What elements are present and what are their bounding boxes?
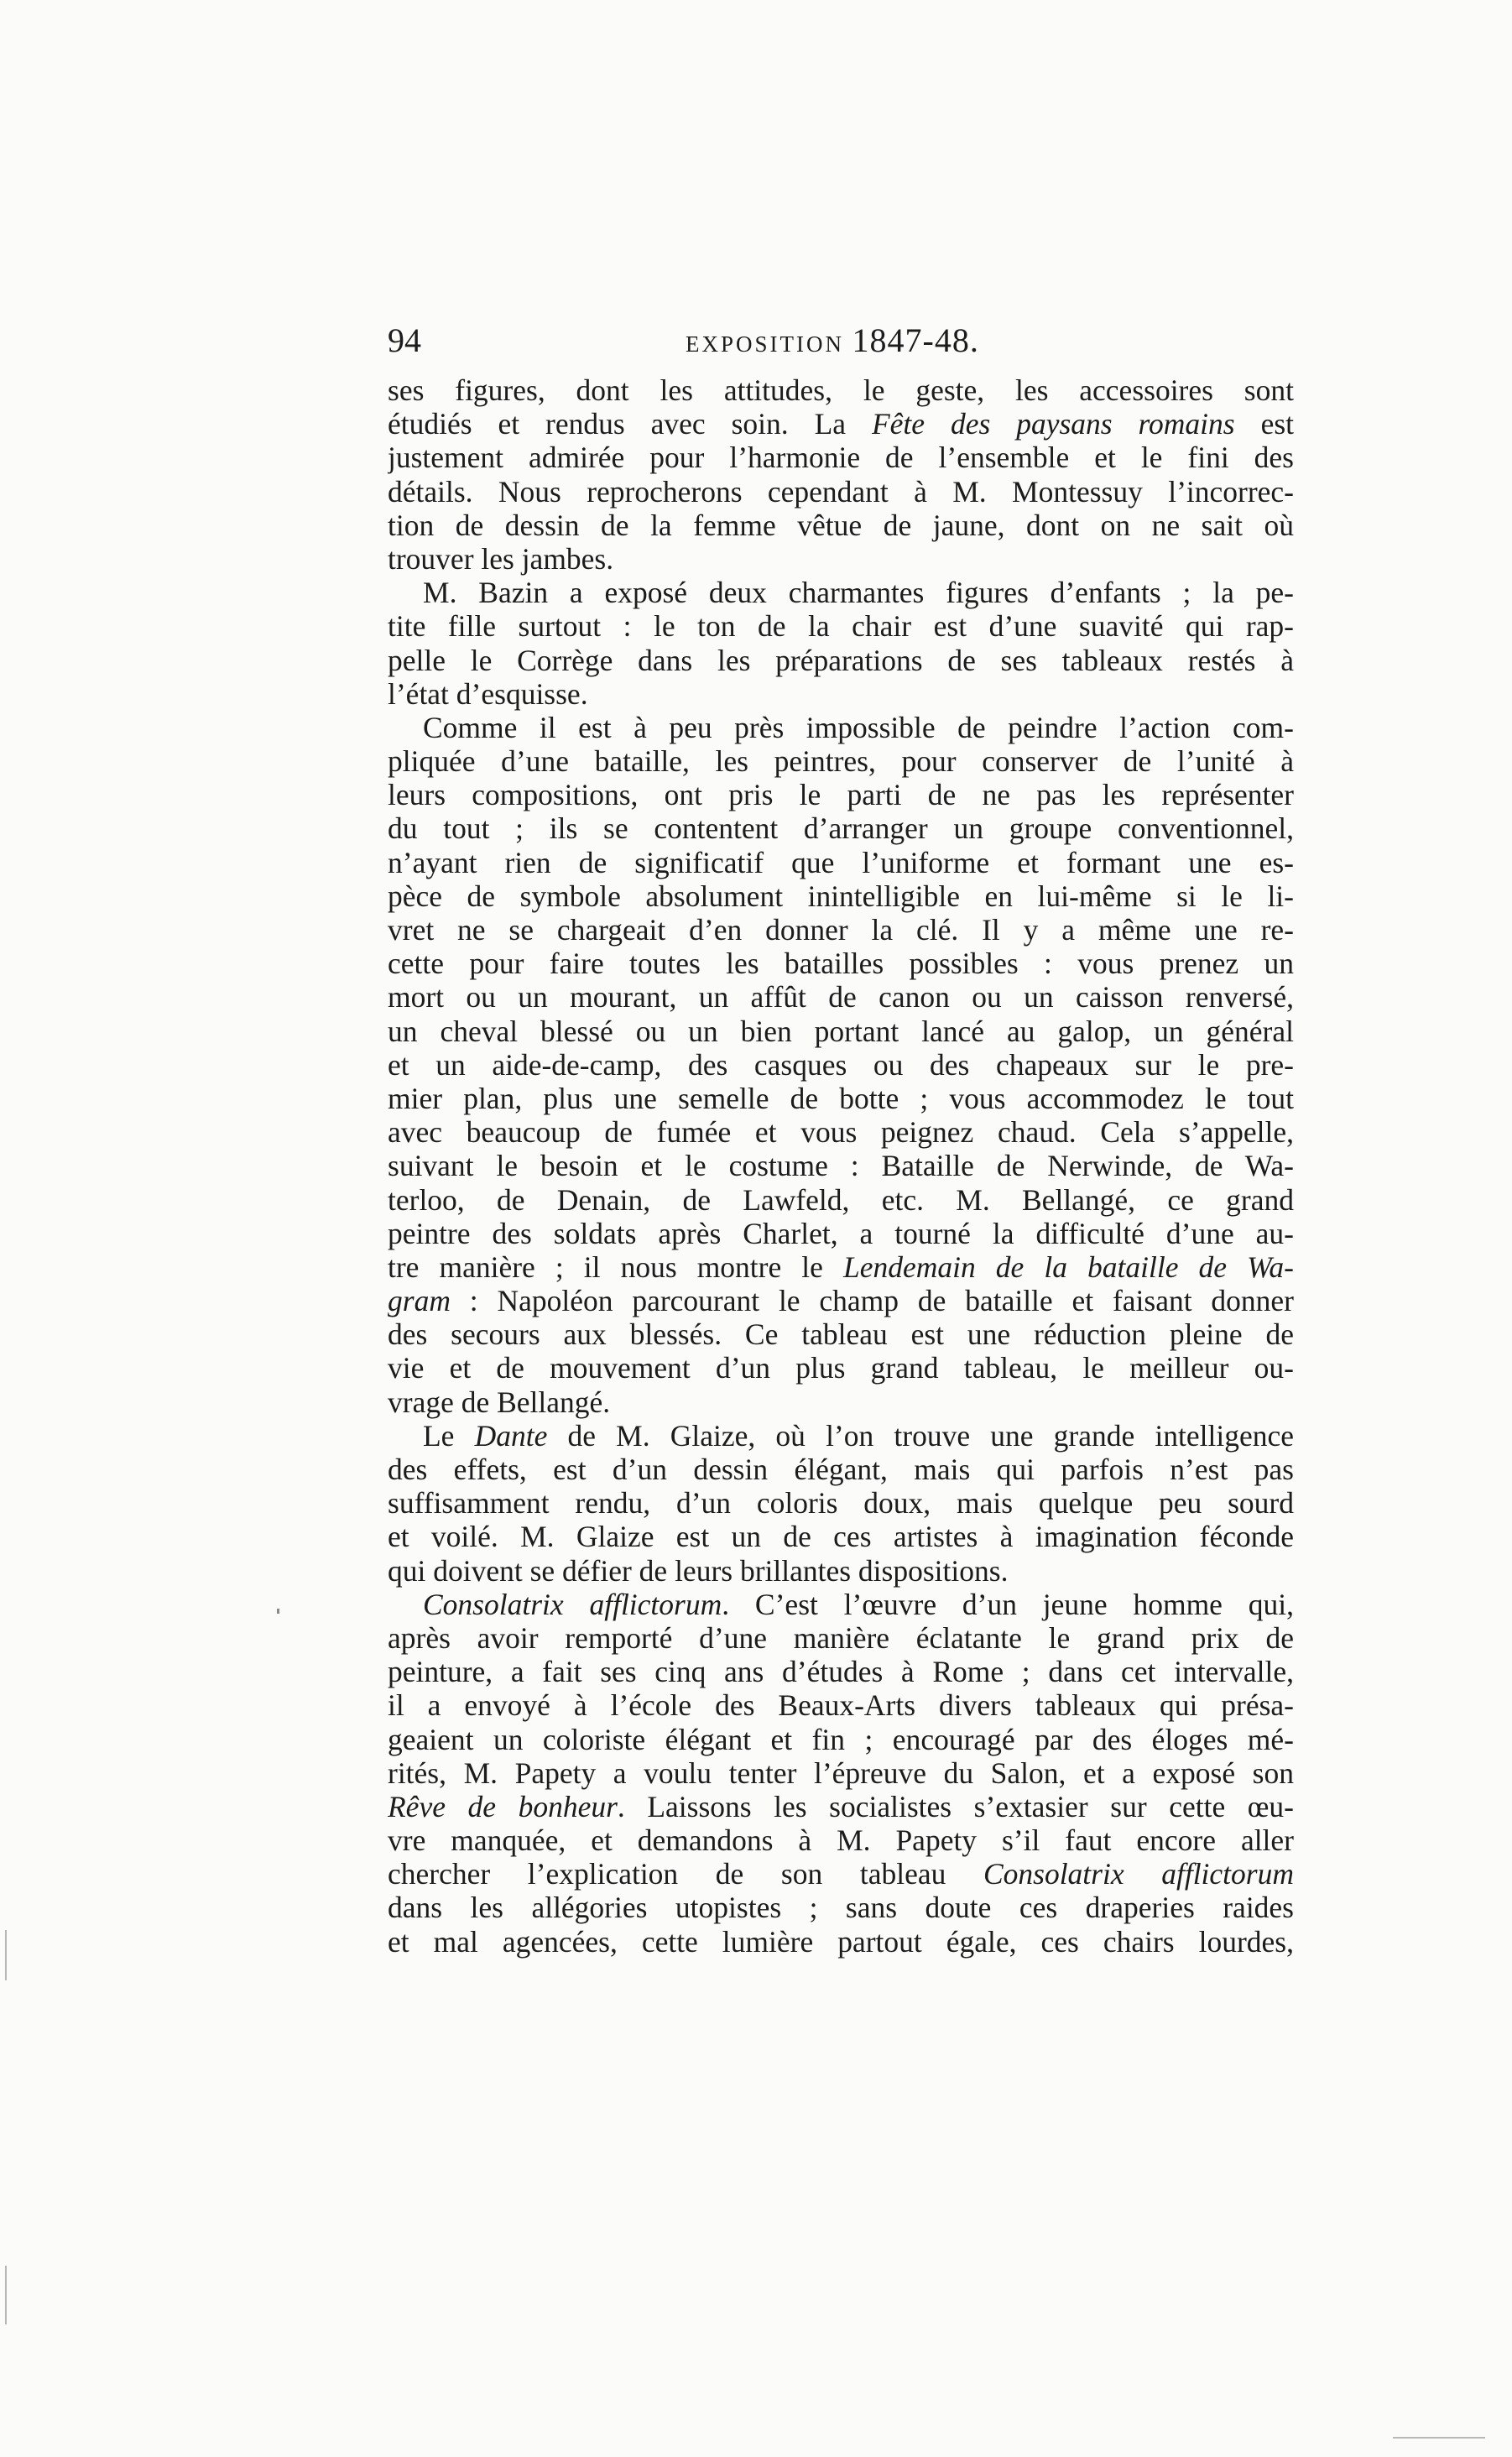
text-line: rités, M. Papety a voulu tenter l’épreuve du Salon, et a exposé son: [388, 1755, 1294, 1790]
text-line: il a envoyé à l’école des Beaux-Arts divers tableaux qui présa-: [388, 1688, 1294, 1723]
italic-title: Fête des paysans romains: [871, 407, 1235, 441]
text-line: après avoir remporté d’une manière éclatante le grand prix de: [388, 1620, 1294, 1655]
italic-title: Consolatrix afflictorum: [983, 1857, 1294, 1891]
running-head: [388, 317, 1294, 364]
text-line: tite fille surtout : le ton de la chair est d’une suavité qui rap-: [388, 609, 1294, 644]
text-segment: [388, 1284, 1294, 1317]
text-line: l’état d’esquisse.: [388, 676, 588, 711]
text-line: tion de dessin de la femme vêtue de jaune, dont on ne sait où: [388, 508, 1294, 542]
text-line: des effets, est d’un dessin élégant, mais qui parfois n’est pas: [388, 1453, 1294, 1486]
bottom-scan-rule: [1393, 2437, 1485, 2439]
italic-title: Dante: [474, 1418, 548, 1453]
text-run: . Laissons les socialistes s’extasier sur cette œu-: [617, 1789, 1294, 1823]
italic-title: Rêve de bonheur: [388, 1789, 618, 1823]
running-title-year: 1847-48.: [852, 321, 979, 359]
text-line: dans les allégories utopistes ; sans doute ces draperies raides: [388, 1891, 1294, 1925]
text-line: un cheval blessé ou un bien portant lancé au galop, un général: [388, 1014, 1294, 1048]
running-title-word: EXPOSITION: [686, 331, 844, 357]
text-line: des secours aux blessés. Ce tableau est une réduction pleine de: [388, 1317, 1294, 1352]
text-run: tre manière ; il nous montre le: [388, 1249, 843, 1284]
italic-title: Lendemain de la bataille de Wa-: [842, 1249, 1294, 1284]
text-run: étudiés et rendus avec soin. La: [388, 407, 872, 441]
text-line: pèce de symbole absolument inintelligible en lui-même si le li-: [388, 879, 1294, 913]
text-line: vre manquée, et demandons à M. Papety s’il faut encore aller: [388, 1823, 1294, 1858]
text-line: mier plan, plus une semelle de botte ; vous accommodez le tout: [388, 1081, 1294, 1115]
italic-title: gram: [388, 1284, 451, 1318]
text-line: leurs compositions, ont pris le parti de ne pas les représenter: [388, 778, 1294, 812]
margin-dot: [277, 1609, 279, 1614]
text-line: trouver les jambes.: [388, 541, 614, 576]
text-run: chercher l’explication de son tableau: [388, 1857, 983, 1891]
text-line: [388, 1790, 1294, 1823]
text-line: ses figures, dont les attitudes, le geste, les accessoires sont: [388, 373, 1294, 407]
text-line: [388, 1588, 1294, 1621]
text-line: suivant le besoin et le costume : Bataille de Nerwinde, de Wa-: [388, 1149, 1294, 1183]
text-line: et voilé. M. Glaize est un de ces artistes à imagination féconde: [388, 1520, 1294, 1554]
text-segment: [388, 1790, 1294, 1823]
text-run: de M. Glaize, où l’on trouve une grande intelligence: [547, 1418, 1294, 1453]
text-segment: [388, 1250, 1294, 1284]
text-line: avec beaucoup de fumée et vous peignez chaud. Cela s’appelle,: [388, 1115, 1294, 1150]
text-run: Le: [423, 1418, 475, 1453]
text-line: geaient un coloriste élégant et fin ; encouragé par des éloges mé-: [388, 1722, 1294, 1756]
text-line: Comme il est à peu près impossible de peindre l’action com-: [423, 710, 1294, 744]
text-line: et un aide-de-camp, des casques ou des chapeaux sur le pre-: [388, 1047, 1294, 1082]
body-text: [388, 373, 1294, 1959]
text-segment: [388, 1857, 1294, 1891]
text-line: et mal agencées, cette lumière partout égale, ces chairs lourdes,: [388, 1924, 1294, 1959]
margin-scan-mark: [5, 1930, 7, 1980]
page-number: 94: [388, 321, 421, 359]
text-line: peintre des soldats après Charlet, a tourné la difficulté d’une au-: [388, 1216, 1294, 1250]
text-line: pelle le Corrège dans les préparations de ses tableaux restés à: [388, 643, 1294, 677]
text-line: n’ayant rien de significatif que l’uniforme et formant une es-: [388, 845, 1294, 879]
text-line: pliquée d’une bataille, les peintres, pour conserver de l’unité à: [388, 744, 1294, 779]
text-line: [388, 1419, 1294, 1453]
text-run: : Napoléon parcourant le champ de bataille et faisant donner: [450, 1284, 1294, 1318]
text-run: est: [1234, 407, 1294, 441]
text-line: cette pour faire toutes les batailles possibles : vous prenez un: [388, 947, 1294, 981]
text-line: suffisamment rendu, d’un coloris doux, mais quelque peu sourd: [388, 1486, 1294, 1521]
italic-title: Consolatrix afflictorum: [423, 1587, 722, 1621]
text-run: . C’est l’œuvre d’un jeune homme qui,: [722, 1587, 1294, 1621]
text-line: détails. Nous reprocherons cependant à M. Montessuy l’incorrec-: [388, 474, 1294, 509]
running-title: [686, 317, 979, 368]
text-segment: [423, 1419, 1294, 1453]
text-line: M. Bazin a exposé deux charmantes figures d’enfants ; la pe-: [423, 576, 1294, 610]
text-line: peinture, a fait ses cinq ans d’études à Rome ; dans cet intervalle,: [388, 1655, 1294, 1689]
text-line: justement admirée pour l’harmonie de l’ensemble et le fini des: [388, 441, 1294, 475]
text-line: mort ou un mourant, un affût de canon ou un caisson renversé,: [388, 980, 1294, 1015]
text-line: terloo, de Denain, de Lawfeld, etc. M. Bellangé, ce grand: [388, 1182, 1294, 1217]
text-line: [388, 1857, 1294, 1891]
text-line: [388, 1250, 1294, 1284]
margin-scan-mark: [5, 2266, 7, 2324]
text-line: [388, 407, 1294, 441]
text-line: vret ne se chargeait d’en donner la clé. Il y a même une re-: [388, 913, 1294, 947]
text-line: vrage de Bellangé.: [388, 1385, 611, 1419]
text-line: vie et de mouvement d’un plus grand tableau, le meilleur ou-: [388, 1351, 1294, 1385]
text-segment: [423, 1588, 1294, 1621]
text-line: du tout ; ils se contentent d’arranger un groupe conventionnel,: [388, 811, 1294, 846]
text-segment: [388, 407, 1294, 441]
text-line: qui doivent se défier de leurs brillantes dispositions.: [388, 1553, 1009, 1588]
text-line: [388, 1284, 1294, 1317]
